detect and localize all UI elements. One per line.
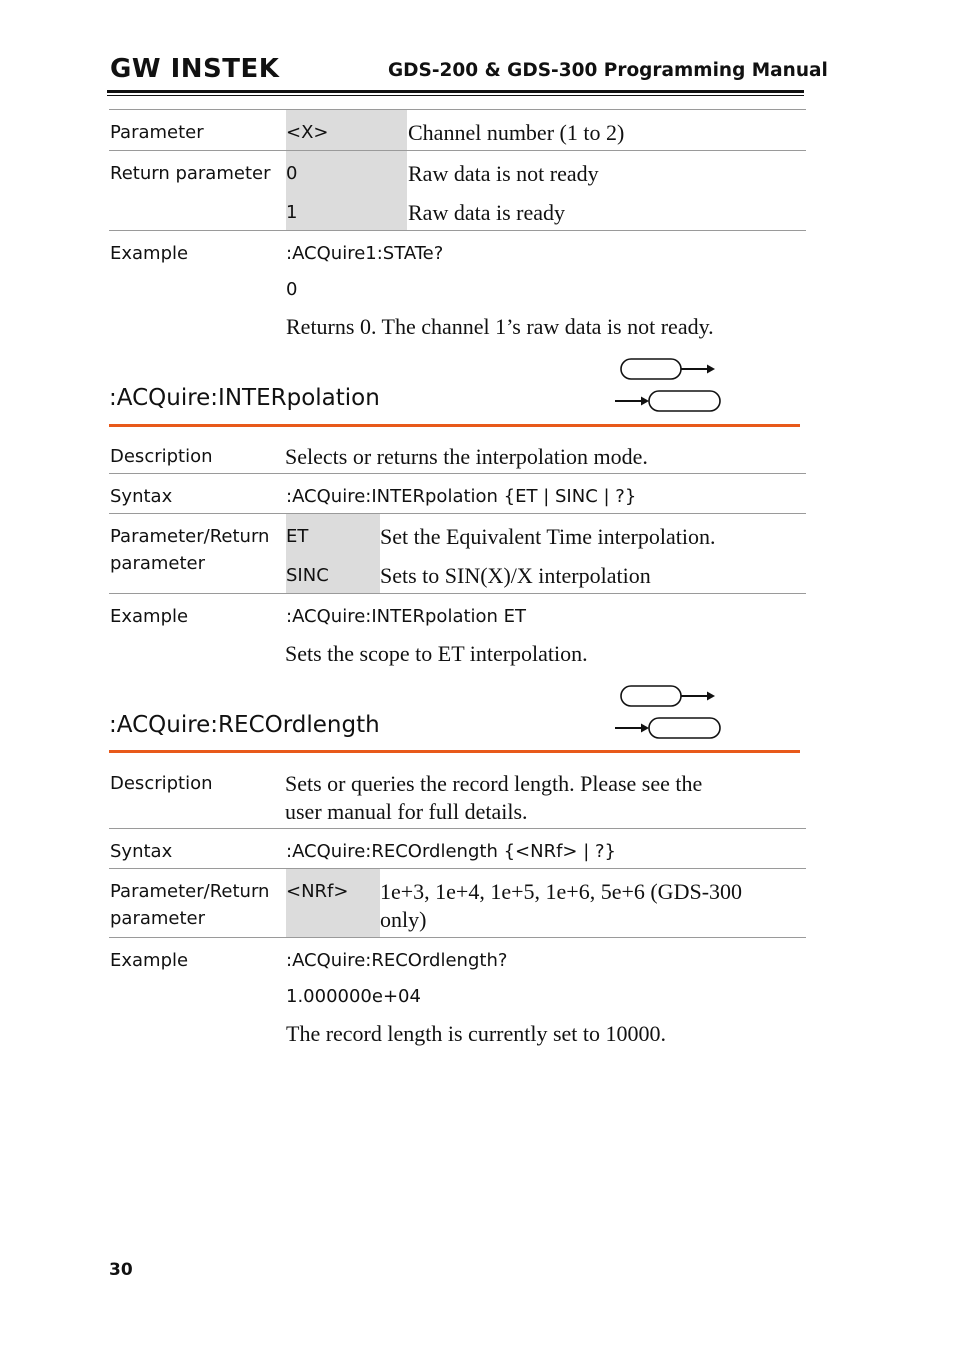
example-label: Example <box>110 243 189 264</box>
return-label: Return parameter <box>110 163 271 184</box>
example-label: Example <box>110 950 189 971</box>
param-name: <NRf> <box>286 881 349 902</box>
param-desc: Channel number (1 to 2) <box>408 120 625 145</box>
example-response: 1.000000e+04 <box>286 986 421 1007</box>
param-label: Parameter <box>110 122 204 143</box>
description-label: Description <box>110 446 213 467</box>
example-note: Sets the scope to ET interpolation. <box>285 641 588 666</box>
section-rule <box>109 424 800 427</box>
brand-logo: GW INSTEK <box>110 54 280 84</box>
param-label: parameter <box>110 908 206 929</box>
example-command: :ACQuire:RECOrdlength? <box>286 950 508 971</box>
header-rule-thin <box>107 95 804 96</box>
manual-title: GDS-200 & GDS-300 Programming Manual <box>388 60 828 81</box>
description-text: Sets or queries the record length. Please see the <box>285 771 703 796</box>
description-label: Description <box>110 773 213 794</box>
divider <box>109 230 806 231</box>
divider <box>109 150 806 151</box>
example-label: Example <box>110 606 189 627</box>
section-rule <box>109 750 800 753</box>
set-query-arrows-icon <box>612 682 724 744</box>
divider <box>109 593 806 594</box>
divider <box>109 937 806 938</box>
syntax-label: Syntax <box>110 841 173 862</box>
example-note: The record length is currently set to 10000. <box>286 1021 667 1046</box>
param-label: Parameter/Return <box>110 881 270 902</box>
param-name: SINC <box>286 565 329 586</box>
param-desc: Set the Equivalent Time interpolation. <box>380 524 716 549</box>
section-title: :ACQuire:INTERpolation <box>109 385 380 411</box>
return-desc: Raw data is ready <box>408 200 565 225</box>
divider <box>109 828 806 829</box>
syntax-label: Syntax <box>110 486 173 507</box>
return-value: 0 <box>286 163 298 184</box>
divider <box>109 473 806 474</box>
example-command: :ACQuire:INTERpolation ET <box>286 606 527 627</box>
example-note: Returns 0. The channel 1’s raw data is not ready. <box>286 314 714 339</box>
syntax-text: :ACQuire:INTERpolation {ET | SINC | ?} <box>286 486 637 507</box>
param-desc: Sets to SIN(X)/X interpolation <box>380 563 651 588</box>
header-rule <box>107 90 804 93</box>
param-name: <X> <box>286 122 329 143</box>
set-query-arrows-icon <box>612 355 724 417</box>
return-desc: Raw data is not ready <box>408 161 599 186</box>
param-label: parameter <box>110 553 206 574</box>
divider <box>109 868 806 869</box>
example-response: 0 <box>286 279 298 300</box>
description-text: user manual for full details. <box>285 799 528 824</box>
param-desc: only) <box>380 907 427 932</box>
param-label: Parameter/Return <box>110 526 270 547</box>
divider <box>109 513 806 514</box>
divider <box>109 109 806 110</box>
param-desc: 1e+3, 1e+4, 1e+5, 1e+6, 5e+6 (GDS-300 <box>380 879 743 904</box>
example-command: :ACQuire1:STATe? <box>286 243 444 264</box>
section-title: :ACQuire:RECOrdlength <box>109 712 380 738</box>
syntax-text: :ACQuire:RECOrdlength {<NRf> | ?} <box>286 841 617 862</box>
return-value: 1 <box>286 202 298 223</box>
param-name: ET <box>286 526 309 547</box>
page-number: 30 <box>109 1260 133 1280</box>
description-text: Selects or returns the interpolation mode. <box>285 444 648 469</box>
